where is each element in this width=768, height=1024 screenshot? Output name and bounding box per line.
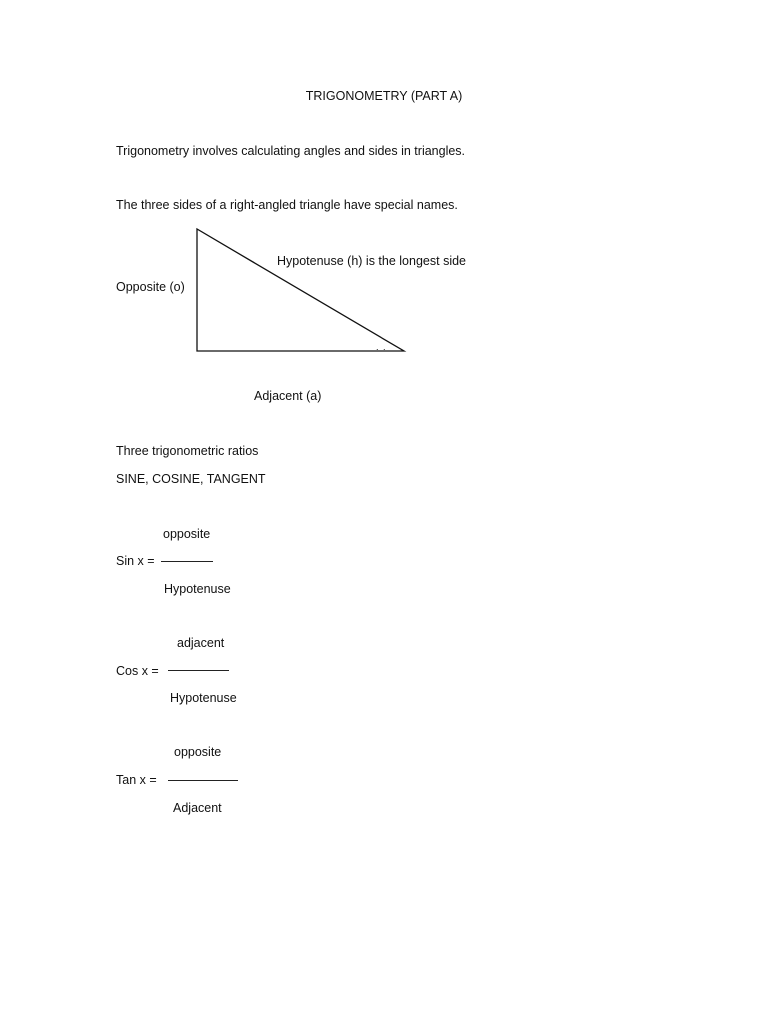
intro-text: Trigonometry involves calculating angles and sides in triangles. [116,144,466,158]
triangle-shape [197,229,404,351]
ratios-heading: Three trigonometric ratios [116,444,259,458]
cos-fraction-bar [168,670,229,671]
angle-mark: . . [376,342,387,352]
ratios-list: SINE, COSINE, TANGENT [116,472,266,486]
page-title: TRIGONOMETRY (PART A) [305,89,463,103]
tan-denominator: Adjacent [173,801,222,815]
adjacent-label: Adjacent (a) [254,389,322,403]
sin-numerator: opposite [163,527,211,541]
hypotenuse-label: Hypotenuse (h) is the longest side [277,254,466,268]
tan-numerator: opposite [174,745,222,759]
sin-denominator: Hypotenuse [164,582,231,596]
opposite-label: Opposite (o) [116,280,185,294]
cos-denominator: Hypotenuse [170,691,237,705]
tan-lhs: Tan x = [116,773,157,787]
cos-lhs: Cos x = [116,664,159,678]
sides-intro-text: The three sides of a right-angled triangle have special names. [116,198,458,212]
sin-fraction-bar [161,561,213,562]
sin-lhs: Sin x = [116,554,155,568]
cos-numerator: adjacent [177,636,225,650]
tan-fraction-bar [168,780,238,781]
